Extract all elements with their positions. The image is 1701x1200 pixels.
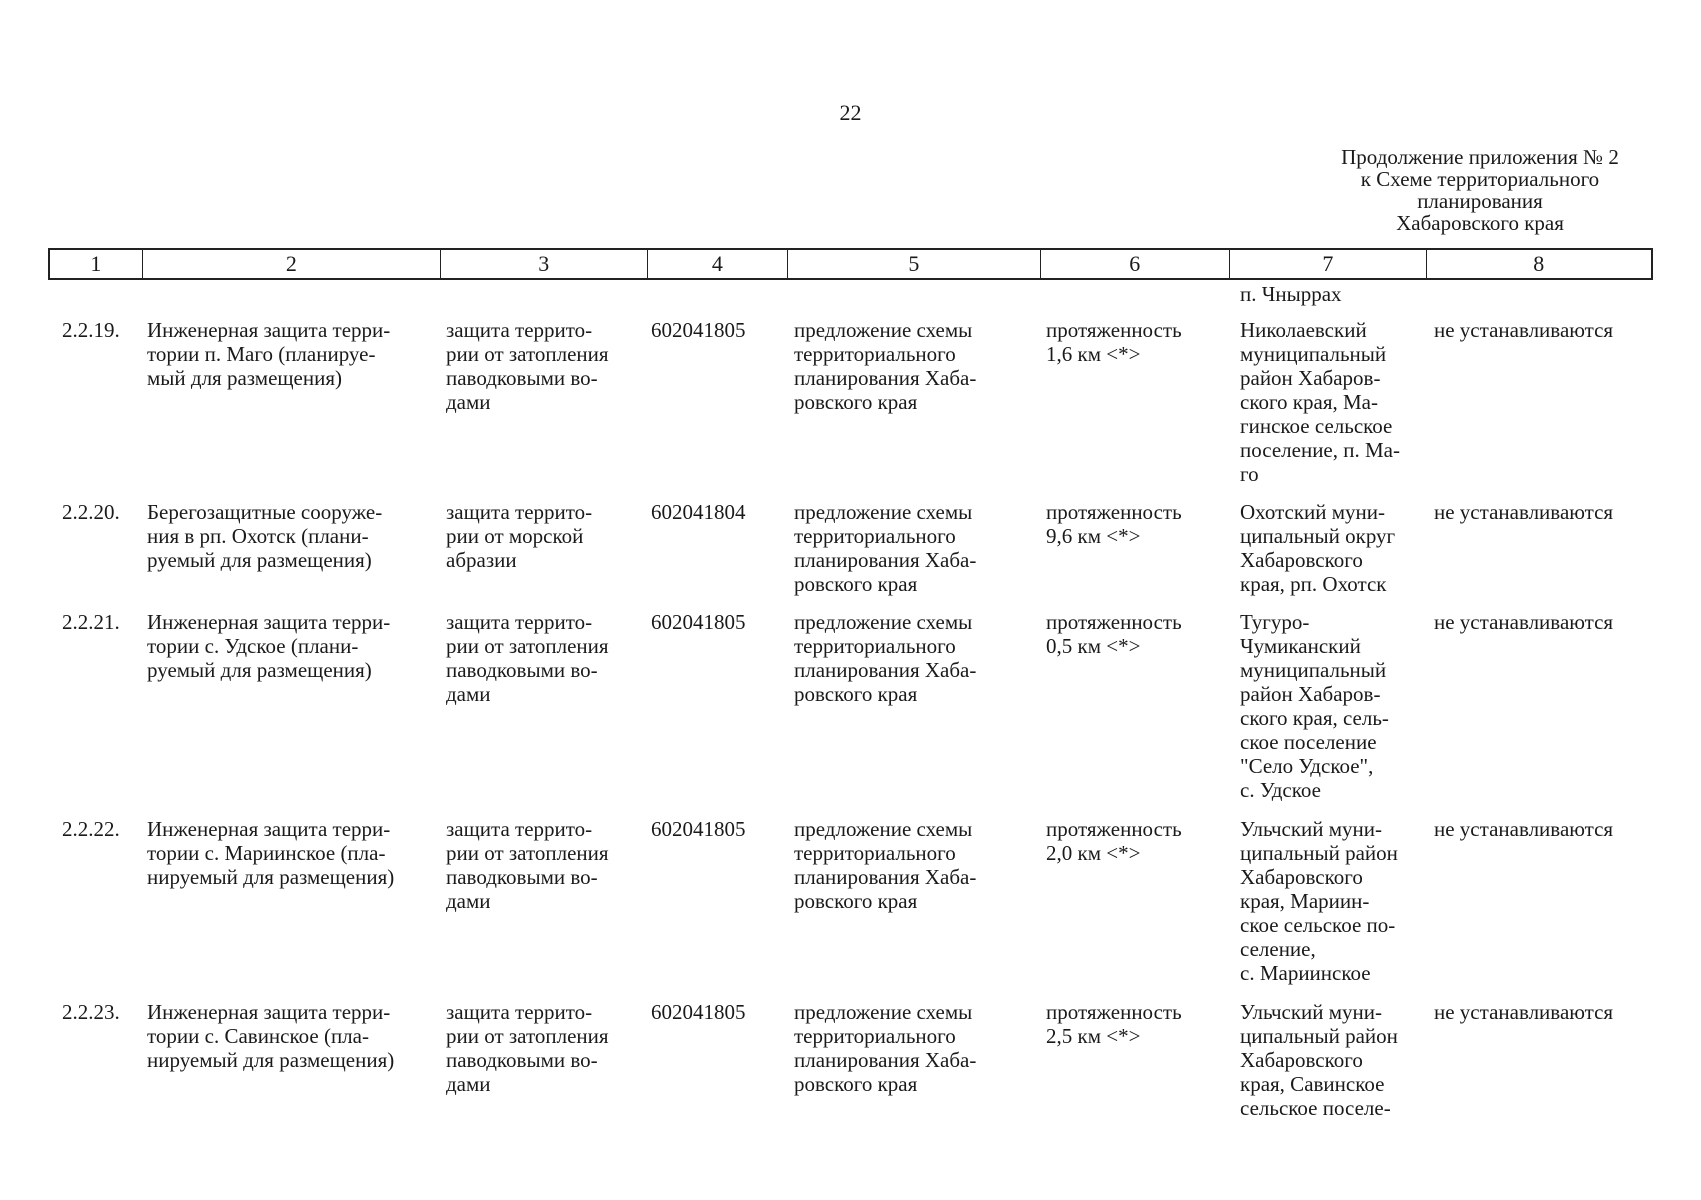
cell-location-line: с. Мариинское xyxy=(1240,961,1371,985)
cell-location-line: ского края, сель- xyxy=(1240,706,1389,730)
cell-location xyxy=(1240,318,1400,486)
cell-number: 2.2.21. xyxy=(62,610,120,634)
cell-object-name-line: Инженерная защита терри- xyxy=(147,817,391,841)
cell-purpose-line: рии от затопления xyxy=(446,342,609,366)
cell-object-name-line: тории с. Мариинское (пла- xyxy=(147,841,386,865)
cell-object-name-line: руемый для размещения) xyxy=(147,658,372,682)
column-header-2: 2 xyxy=(142,250,440,278)
cell-location-line: края, Савинское xyxy=(1240,1072,1385,1096)
column-number-header xyxy=(48,248,1653,280)
cell-characteristics-line: 1,6 км <*> xyxy=(1046,342,1141,366)
column-header-3: 3 xyxy=(440,250,646,278)
cell-purpose-line: абразии xyxy=(446,548,517,572)
cell-basis-line: предложение схемы xyxy=(794,1000,973,1024)
column-header-7: 7 xyxy=(1229,250,1426,278)
cell-characteristics-line: протяженность xyxy=(1046,610,1182,634)
cell-object-name xyxy=(147,817,394,889)
appendix-line: планирования xyxy=(1417,189,1543,213)
cell-basis-line: ровского края xyxy=(794,682,918,706)
cell-purpose-line: дами xyxy=(446,390,491,414)
cell-basis-line: ровского края xyxy=(794,390,918,414)
cell-location-line: район Хабаров- xyxy=(1240,366,1381,390)
cell-basis-line: ровского края xyxy=(794,1072,918,1096)
cell-location-line: ское поселение xyxy=(1240,730,1377,754)
cell-code: 602041805 xyxy=(651,318,746,342)
cell-location-line: гинское сельское xyxy=(1240,414,1393,438)
cell-number: 2.2.19. xyxy=(62,318,120,342)
cell-characteristics-line: протяженность xyxy=(1046,318,1182,342)
cell-location xyxy=(1240,1000,1398,1120)
cell-purpose-line: паводковыми во- xyxy=(446,658,598,682)
cell-location-line: "Село Удское", xyxy=(1240,754,1374,778)
cell-characteristics xyxy=(1046,1000,1182,1048)
cell-zones: не устанавливаются xyxy=(1434,610,1614,634)
cell-location-line: поселение, п. Ма- xyxy=(1240,438,1400,462)
cell-location-line: ципальный округ xyxy=(1240,524,1396,548)
cell-object-name xyxy=(147,610,390,682)
cell-characteristics-line: протяженность xyxy=(1046,1000,1182,1024)
cell-object-name-line: тории с. Удское (плани- xyxy=(147,634,359,658)
cell-purpose-line: паводковыми во- xyxy=(446,366,598,390)
cell-zones: не устанавливаются xyxy=(1434,1000,1614,1024)
cell-purpose-line: рии от затопления xyxy=(446,841,609,865)
column-header-1: 1 xyxy=(90,251,102,276)
cell-basis-line: планирования Хаба- xyxy=(794,1048,977,1072)
cell-location xyxy=(1240,610,1389,802)
cell-purpose xyxy=(446,1000,609,1096)
cell-object-name-line: руемый для размещения) xyxy=(147,548,372,572)
carryover-text: п. Чныррах xyxy=(1240,282,1342,306)
cell-basis xyxy=(794,318,976,414)
cell-characteristics-line: 0,5 км <*> xyxy=(1046,634,1141,658)
cell-location-line: с. Удское xyxy=(1240,778,1321,802)
cell-location-line: сельское поселе- xyxy=(1240,1096,1391,1120)
cell-purpose-line: защита террито- xyxy=(446,610,593,634)
cell-code: 602041805 xyxy=(651,1000,746,1024)
cell-basis xyxy=(794,1000,976,1096)
cell-location-line: Тугуро- xyxy=(1240,610,1310,634)
cell-purpose-line: паводковыми во- xyxy=(446,865,598,889)
page-number: 22 xyxy=(839,100,862,125)
cell-basis xyxy=(794,500,976,596)
cell-object-name-line: Инженерная защита терри- xyxy=(147,318,391,342)
cell-location-line: Николаевский xyxy=(1240,318,1367,342)
cell-number: 2.2.20. xyxy=(62,500,120,524)
cell-location-line: район Хабаров- xyxy=(1240,682,1381,706)
cell-basis-line: территориального xyxy=(794,342,956,366)
cell-basis-line: планирования Хаба- xyxy=(794,548,977,572)
cell-object-name-line: Инженерная защита терри- xyxy=(147,1000,391,1024)
cell-object-name xyxy=(147,500,382,572)
appendix-line: Продолжение приложения № 2 xyxy=(1341,145,1619,169)
cell-location-line: края, рп. Охотск xyxy=(1240,572,1387,596)
cell-characteristics-line: протяженность xyxy=(1046,817,1182,841)
cell-zones: не устанавливаются xyxy=(1434,318,1614,342)
cell-characteristics-line: 2,5 км <*> xyxy=(1046,1024,1141,1048)
appendix-header xyxy=(1300,146,1660,234)
cell-purpose xyxy=(446,610,609,706)
cell-number: 2.2.23. xyxy=(62,1000,120,1024)
cell-code: 602041805 xyxy=(651,817,746,841)
column-header-4: 4 xyxy=(647,250,788,278)
cell-location-line: муниципальный xyxy=(1240,658,1387,682)
cell-purpose-line: паводковыми во- xyxy=(446,1048,598,1072)
cell-location-line: ское сельское по- xyxy=(1240,913,1396,937)
cell-characteristics xyxy=(1046,318,1182,366)
cell-location-line: края, Мариин- xyxy=(1240,889,1370,913)
cell-location-line: Хабаровского xyxy=(1240,548,1363,572)
cell-purpose xyxy=(446,500,592,572)
cell-location-line: го xyxy=(1240,462,1259,486)
cell-basis-line: предложение схемы xyxy=(794,817,973,841)
cell-basis-line: предложение схемы xyxy=(794,318,973,342)
cell-object-name-line: тории п. Маго (планируе- xyxy=(147,342,376,366)
cell-object-name xyxy=(147,318,390,390)
cell-object-name-line: тории с. Савинское (пла- xyxy=(147,1024,369,1048)
cell-basis-line: планирования Хаба- xyxy=(794,366,977,390)
cell-location-line: ципальный район xyxy=(1240,1024,1398,1048)
cell-basis-line: территориального xyxy=(794,634,956,658)
cell-basis-line: предложение схемы xyxy=(794,500,973,524)
cell-characteristics xyxy=(1046,610,1182,658)
cell-object-name-line: Берегозащитные сооруже- xyxy=(147,500,383,524)
cell-characteristics-line: 9,6 км <*> xyxy=(1046,524,1141,548)
cell-location-line: Ульчский муни- xyxy=(1240,817,1383,841)
cell-basis-line: планирования Хаба- xyxy=(794,865,977,889)
cell-purpose-line: дами xyxy=(446,1072,491,1096)
cell-location-line: муниципальный xyxy=(1240,342,1387,366)
cell-purpose-line: дами xyxy=(446,682,491,706)
cell-purpose xyxy=(446,817,609,913)
cell-purpose-line: защита террито- xyxy=(446,1000,593,1024)
cell-object-name-line: мый для размещения) xyxy=(147,366,343,390)
cell-location-line: ского края, Ма- xyxy=(1240,390,1378,414)
cell-basis-line: предложение схемы xyxy=(794,610,973,634)
cell-basis-line: территориального xyxy=(794,1024,956,1048)
cell-object-name-line: нируемый для размещения) xyxy=(147,865,395,889)
cell-object-name-line: нируемый для размещения) xyxy=(147,1048,395,1072)
cell-object-name-line: ния в рп. Охотск (плани- xyxy=(147,524,369,548)
cell-purpose-line: рии от затопления xyxy=(446,1024,609,1048)
cell-basis xyxy=(794,817,976,913)
cell-location-line: ципальный район xyxy=(1240,841,1398,865)
cell-purpose-line: защита террито- xyxy=(446,817,593,841)
cell-characteristics xyxy=(1046,500,1182,548)
cell-location-line: селение, xyxy=(1240,937,1316,961)
cell-purpose-line: защита террито- xyxy=(446,500,593,524)
column-header-5: 5 xyxy=(787,250,1039,278)
cell-number: 2.2.22. xyxy=(62,817,120,841)
cell-basis-line: ровского края xyxy=(794,889,918,913)
appendix-line: к Схеме территориального xyxy=(1360,167,1600,191)
cell-object-name-line: Инженерная защита терри- xyxy=(147,610,391,634)
cell-location-line: Хабаровского xyxy=(1240,1048,1363,1072)
cell-code: 602041804 xyxy=(651,500,746,524)
cell-basis-line: планирования Хаба- xyxy=(794,658,977,682)
cell-location-line: Охотский муни- xyxy=(1240,500,1386,524)
cell-location-line: Чумиканский xyxy=(1240,634,1361,658)
cell-characteristics xyxy=(1046,817,1182,865)
cell-purpose-line: защита террито- xyxy=(446,318,593,342)
cell-location-line: Хабаровского xyxy=(1240,865,1363,889)
cell-basis-line: территориального xyxy=(794,524,956,548)
column-header-6: 6 xyxy=(1040,250,1230,278)
cell-purpose-line: рии от морской xyxy=(446,524,584,548)
cell-code: 602041805 xyxy=(651,610,746,634)
cell-zones: не устанавливаются xyxy=(1434,817,1614,841)
cell-characteristics-line: 2,0 км <*> xyxy=(1046,841,1141,865)
cell-object-name xyxy=(147,1000,394,1072)
cell-zones: не устанавливаются xyxy=(1434,500,1614,524)
cell-purpose xyxy=(446,318,609,414)
cell-basis-line: территориального xyxy=(794,841,956,865)
cell-basis-line: ровского края xyxy=(794,572,918,596)
cell-location-line: Ульчский муни- xyxy=(1240,1000,1383,1024)
cell-location xyxy=(1240,500,1395,596)
cell-purpose-line: дами xyxy=(446,889,491,913)
column-header-8: 8 xyxy=(1426,250,1651,278)
cell-purpose-line: рии от затопления xyxy=(446,634,609,658)
cell-basis xyxy=(794,610,976,706)
cell-location xyxy=(1240,817,1398,985)
cell-characteristics-line: протяженность xyxy=(1046,500,1182,524)
appendix-line: Хабаровского края xyxy=(1396,211,1564,235)
